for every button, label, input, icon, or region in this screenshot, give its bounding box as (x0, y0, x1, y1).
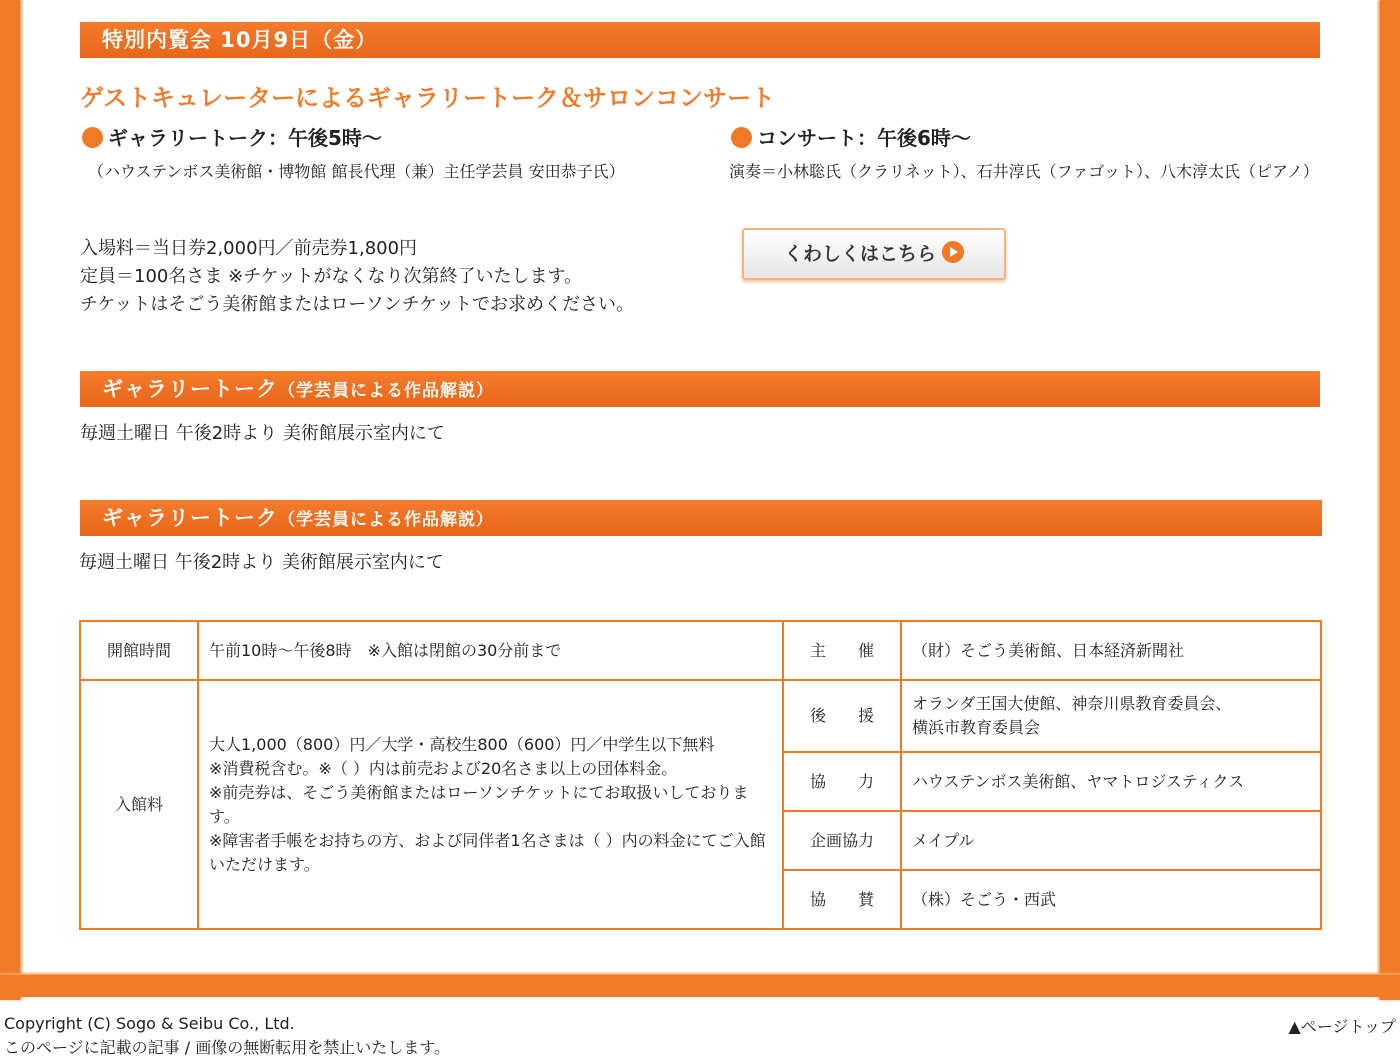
organizer-label: 主 催 (783, 621, 901, 680)
gallery-talk-section-subtitle: （学芸員による作品解説） (278, 510, 494, 530)
table-row (80, 621, 1321, 680)
fee-value-line: ※消費税含む。※（ ）内は前売および20名さま以上の団体料金。 (209, 758, 678, 778)
orange-frame-right (1380, 0, 1400, 1000)
gallery-talk-section-subtitle: （学芸員による作品解説） (278, 381, 494, 401)
gallery-talk-schedule-2: 毎週土曜日 午後2時より 美術館展示室内にて (79, 552, 444, 573)
fee-value-line: ※前売券は、そごう美術館またはローソンチケットにてお取扱いしております。 (209, 782, 749, 826)
concert-note: 演奏＝小林聡氏（クラリネット）、石井淳氏（ファゴット）、八木淳太氏（ピアノ） (729, 162, 1319, 181)
support-value-line: オランダ王国大使館、神奈川県教育委員会、 (912, 694, 1232, 713)
orange-frame-left (0, 0, 20, 1000)
copyright-notice: このページに記載の記事 / 画像の無断転用を禁止いたします。 (4, 1038, 450, 1057)
concert-heading-text: コンサート：午後6時〜 (757, 126, 971, 150)
event-title: ゲストキュレーターによるギャラリートーク＆サロンコンサート (80, 84, 776, 112)
preview-section-header (80, 22, 1320, 58)
support-value-line: 横浜市教育委員会 (912, 718, 1041, 737)
sponsor-label: 協 賛 (783, 870, 901, 929)
bullet-dot-icon (82, 127, 103, 148)
exhibition-info-table (79, 620, 1322, 930)
fee-line: 入場料＝当日券2,000円／前売券1,800円 (80, 238, 418, 259)
gallery-talk-section-title: ギャラリートーク (102, 506, 278, 530)
hours-label: 開館時間 (80, 621, 198, 680)
support-value (901, 680, 1321, 752)
gallery-talk-heading-text: ギャラリートーク：午後5時〜 (108, 126, 382, 150)
gallery-talk-heading (82, 122, 382, 151)
orange-frame-bottom (0, 975, 1400, 997)
fee-line: チケットはそごう美術館またはローソンチケットでお求めください。 (80, 294, 635, 315)
fee-value (198, 680, 783, 929)
preview-section-title: 特別内覧会 10月9日（金） (102, 28, 378, 52)
concert-heading (731, 122, 971, 151)
footer-copyright (4, 1012, 450, 1060)
gallery-talk-section-header (80, 371, 1320, 407)
plan-value: メイプル (901, 811, 1321, 870)
coop-label: 協 力 (783, 752, 901, 811)
organizer-value: （財）そごう美術館、日本経済新聞社 (901, 621, 1321, 680)
gallery-talk-section-header-2 (80, 500, 1322, 536)
coop-value: ハウステンボス美術館、ヤマトロジスティクス (901, 752, 1321, 811)
fee-value-line: ※障害者手帳をお持ちの方、および同伴者1名さまは（ ）内の料金にてご入館いただけます。 (209, 830, 766, 874)
sponsor-value: （株）そごう・西武 (901, 870, 1321, 929)
fee-label: 入館料 (80, 680, 198, 929)
hours-value: 午前10時〜午後8時 ※入館は閉館の30分前まで (198, 621, 783, 680)
plan-label: 企画協力 (783, 811, 901, 870)
page-top-link[interactable]: ▲ページトップ (1288, 1017, 1396, 1036)
play-arrow-icon (942, 241, 964, 263)
gallery-talk-section-title: ギャラリートーク (102, 377, 278, 401)
support-label: 後 援 (783, 680, 901, 752)
bullet-dot-icon (731, 127, 752, 148)
copyright-text: Copyright (C) Sogo & Seibu Co., Ltd. (4, 1014, 295, 1033)
fee-info (80, 235, 720, 319)
fee-line: 定員＝100名さま ※チケットがなくなり次第終了いたします。 (80, 266, 583, 287)
gallery-talk-schedule: 毎週土曜日 午後2時より 美術館展示室内にて (80, 423, 445, 444)
gallery-talk-note: （ハウステンボス美術館・博物館 館長代理（兼）主任学芸員 安田恭子氏） (88, 162, 625, 181)
fee-value-line: 大人1,000（800）円／大学・高校生800（600）円／中学生以下無料 (209, 734, 715, 754)
details-button-label: くわしくはこちら (783, 243, 936, 265)
table-row (80, 680, 1321, 752)
details-button[interactable] (742, 228, 1006, 280)
